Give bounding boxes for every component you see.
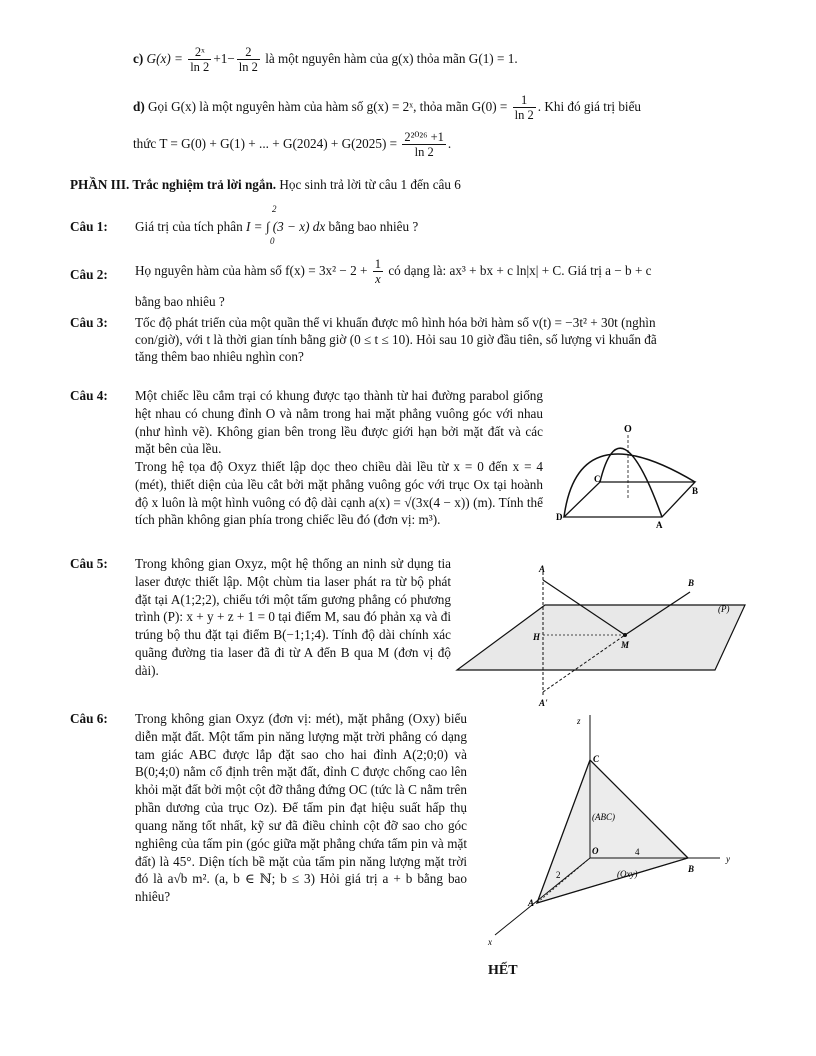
fig6-label-a: A bbox=[528, 898, 535, 908]
q3-line2: con/giờ), với t là thời gian tính bằng giờ (0 ≤ t ≤ 10). Hỏi sau 10 giờ đầu tiên, số lượng vi khuẩn đã bbox=[135, 332, 657, 347]
q2-label: Câu 2: bbox=[70, 267, 108, 282]
q2-line1: Họ nguyên hàm của hàm số f(x) = 3x² − 2 + $\frac{1}{x}$ có dạng là: ax³ + bx + c ln|x| + C. Giá trị a − b + c bbox=[135, 257, 652, 287]
fig6-label-2: 2 bbox=[556, 870, 561, 880]
tent-label-o: O bbox=[624, 424, 632, 435]
fig6-label-4: 4 bbox=[635, 847, 640, 857]
q1-body: Giá trị của tích phân 2 0 I = ∫ (3 − x) dx bằng bao nhiêu ? bbox=[135, 204, 419, 246]
part-d-line1: d) Gọi G(x) là một nguyên hàm của hàm số g(x) = 2ˣ, thỏa mãn G(0) = $\frac{1}{\ln 2}$ . Khi đó giá trị biểu bbox=[133, 93, 642, 123]
section-title: PHẦN III. Trắc nghiệm trả lời ngắn. bbox=[70, 177, 277, 192]
section-heading bbox=[70, 176, 461, 194]
q1-label: Câu 1: bbox=[70, 219, 108, 234]
laser-label-m: M bbox=[621, 640, 630, 650]
q3-label: Câu 3: bbox=[70, 315, 108, 330]
laser-label-h: H bbox=[533, 632, 541, 642]
part-c: c) G(x) = $\frac{\text{2ˣ}}{\ln 2}$ +1− $\frac{2}{\ln 2}$ là một nguyên hàm của g(x) thỏa mãn G(1) = 1. bbox=[133, 45, 518, 75]
panel-abc bbox=[537, 760, 688, 903]
q5-label: Câu 5: bbox=[70, 556, 108, 571]
laser-label-b: B bbox=[688, 578, 695, 588]
part-d-frac2: $\frac{\text{2²⁰²⁶ +1}}{\ln 2}$ bbox=[404, 130, 444, 160]
q2-line2: bằng bao nhiêu ? bbox=[135, 294, 225, 309]
laser-label-p: (P) bbox=[718, 604, 730, 614]
q3-line1: Tốc độ phát triển của một quần thể vi khuẩn được mô hình hóa bởi hàm số v(t) = −3t² + 30t (nghìn bbox=[135, 315, 656, 330]
q4-label: Câu 4: bbox=[70, 388, 108, 403]
part-c-frac2: $\frac{2}{\ln 2}$ bbox=[238, 45, 258, 75]
tent-label-c: C bbox=[594, 474, 601, 484]
fig6-label-x: x bbox=[488, 937, 492, 947]
q2-frac: $\frac{1}{x}$ bbox=[374, 257, 382, 287]
part-c-text: là một nguyên hàm của g(x) thỏa mãn G(1) = 1. bbox=[265, 50, 518, 66]
section-subtitle: Học sinh trả lời từ câu 1 đến câu 6 bbox=[279, 177, 461, 192]
fig6-label-y: y bbox=[726, 854, 730, 864]
tent-label-d: D bbox=[556, 512, 563, 522]
part-d-line2: thức T = G(0) + G(1) + ... + G(2024) + G(2025) = $\frac{\text{2²⁰²⁶ +1}}{\ln 2}$ . bbox=[133, 130, 452, 160]
axis-x bbox=[495, 858, 590, 935]
laser-figure bbox=[455, 560, 750, 710]
fig6-label-z: z bbox=[577, 716, 581, 726]
mirror-plane bbox=[457, 605, 745, 670]
fig6-label-c: C bbox=[593, 754, 600, 764]
q6-text: Trong không gian Oxyz (đơn vị: mét), mặt phẳng (Oxy) biểu diễn mặt đất. Một tấm pin năng lượng mặt trời phẳng có dạng tam giác ABC được lắp đặt sao cho hai đỉnh A(2;0;0) và B(0;4;0) nằm cố định trên mặt đất, đỉnh C được chống cao lên khỏi mặt đất bởi một cột đỡ thẳng đứng OC (tức là C nằm trên phần dương của trục Oz). Để tấm pin đạt hiệu suất hấp thụ quang năng tốt nhất, kỹ sư đã điều chỉnh cột đỡ sao cho góc nghiêng của tấm pin (góc giữa mặt phẳng chứa tấm pin và mặt đất) là 45°. Diện tích bề mặt của tấm pin năng lượng mặt trời đó là a√b m². (a, b ∈ ℕ; b ≤ 3) Hỏi giá trị a + b bằng bao nhiêu? bbox=[135, 711, 467, 905]
laser-label-a: A bbox=[539, 564, 546, 574]
tent-ground bbox=[564, 482, 695, 517]
point-m bbox=[623, 633, 627, 637]
tent-label-b: B bbox=[692, 486, 699, 496]
q3-line3: tăng thêm bao nhiêu nghìn con? bbox=[135, 349, 304, 364]
part-d-label: d) bbox=[133, 98, 145, 114]
end-marker: HẾT bbox=[488, 963, 518, 978]
q1-integral: 2 0 I = ∫ (3 − x) dx bbox=[245, 204, 326, 246]
fig6-label-oxy: (Oxy) bbox=[617, 869, 638, 879]
solar-panel-figure bbox=[480, 710, 745, 955]
laser-label-aprime: A' bbox=[539, 698, 548, 708]
fig6-label-o: O bbox=[592, 846, 599, 856]
part-c-label: c) bbox=[133, 50, 144, 66]
tent-figure bbox=[550, 420, 730, 535]
fig6-label-abc: (ABC) bbox=[592, 812, 615, 822]
q6-label: Câu 6: bbox=[70, 711, 108, 726]
part-d-frac1: $\frac{1}{\ln 2}$ bbox=[514, 93, 534, 123]
q4-text: Một chiếc lều cắm trại có khung được tạo thành từ hai đường parabol giống hệt nhau có chung đỉnh O và nằm trong hai mặt phẳng vuông góc với nhau (như hình vẽ). Không gian bên trong lều được giới hạn bởi mặt đất và các mặt bên của lều. bbox=[135, 388, 543, 457]
tent-parabola-1 bbox=[564, 454, 695, 517]
part-c-frac1: $\frac{\text{2ˣ}}{\ln 2}$ bbox=[190, 45, 210, 75]
tent-label-a: A bbox=[656, 520, 663, 530]
q5-text: Trong không gian Oxyz, một hệ thống an ninh sử dụng tia laser được thiết lập. Một chùm tia laser phát ra từ bộ phát đặt tại A(1;2;2), chiếu tới một tấm gương phẳng có phương trình (P): x + y + z + 1 = 0 tại điểm M, sau đó phản xạ và đi trúng bộ thu đặt tại điểm B(−1;1;4). Tính độ dài chính xác quãng đường tia laser đã đi từ A đến B qua M (đơn vị độ dài). bbox=[135, 556, 451, 678]
q4-text2: Trong hệ tọa độ Oxyz thiết lập dọc theo chiều dài lều từ x = 0 đến x = 4 (mét), thiết diện của lều cắt bởi mặt phẳng vuông góc với trục Ox tại hoành độ x luôn là một hình vuông có độ dài cạnh a(x) = √(3x(4 − x)) (m). Tính thể tích phần không gian phía trong chiếc lều đó (đơn vị: m³). bbox=[135, 459, 543, 528]
part-c-lhs: G(x) = bbox=[146, 50, 183, 66]
fig6-label-b: B bbox=[688, 864, 695, 874]
